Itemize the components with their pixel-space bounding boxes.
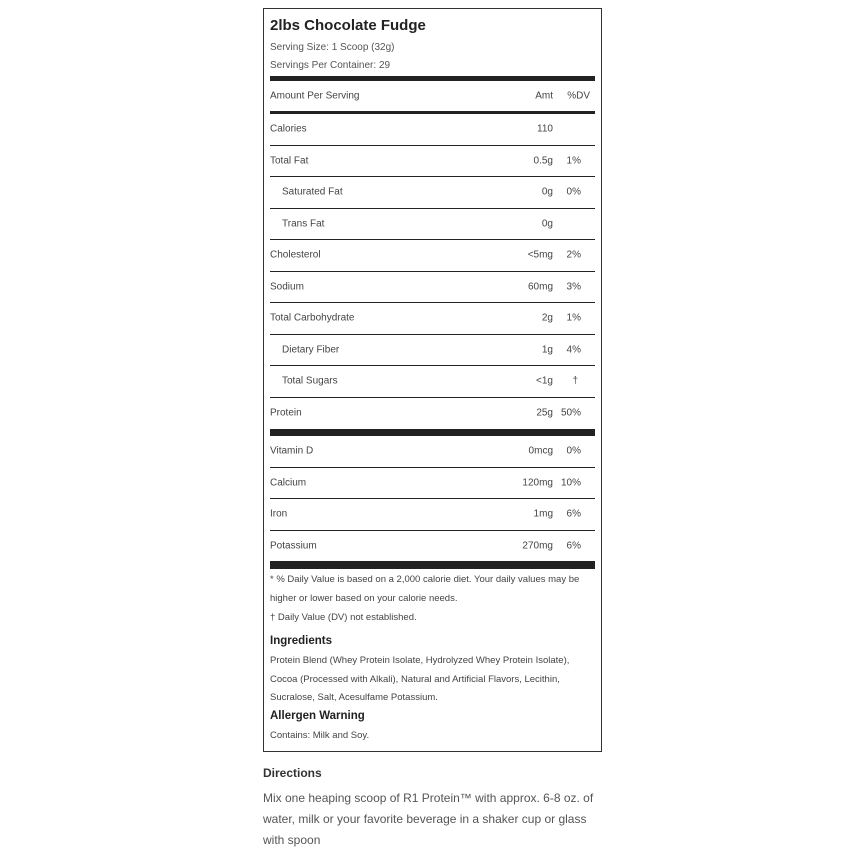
nutrient-dv: † [572,375,578,387]
nutrient-amount: <5mg [527,249,553,261]
nutrient-dv: 1% [566,155,581,167]
nutrient-amount: 2g [541,312,553,324]
nutrient-amount: 60mg [527,281,553,293]
nutrient-amount: 0g [541,218,553,230]
amt-header: Amt [535,90,553,102]
allergen-heading: Allergen Warning [270,710,365,722]
nutrition-facts-panel [263,8,602,752]
daily-value-footnote: * % Daily Value is based on a 2,000 calorie diet. Your daily values may be higher or lower based on your calorie needs. [270,574,580,604]
thick-divider [270,561,595,569]
nutrient-row [270,177,595,209]
nutrient-row [270,366,595,398]
dv-not-established-footnote: † Daily Value (DV) not established. [270,612,417,623]
nutrient-row [270,398,595,430]
nutrient-name: Total Fat [270,155,309,167]
servings-per-container: Servings Per Container: 29 [270,60,391,71]
nutrient-name: Total Sugars [282,375,338,387]
vitamin-amount: 1mg [533,508,553,520]
vitamin-name: Calcium [270,477,307,489]
nutrient-name: Sodium [270,281,304,293]
nutrient-amount: 0g [541,186,553,198]
vitamin-name: Potassium [270,540,317,552]
nutrient-name: Cholesterol [270,249,321,261]
thick-divider [270,429,595,436]
nutrient-row [270,335,595,367]
amount-per-serving-label: Amount Per Serving [270,90,360,102]
vitamin-amount: 0mcg [528,445,553,457]
nutrient-amount: <1g [536,375,553,387]
nutrient-name: Protein [270,407,302,419]
vitamin-dv: 6% [566,508,581,520]
vitamin-amount: 270mg [522,540,553,552]
nutrition-header-row [270,81,595,114]
nutrient-name: Trans Fat [282,218,325,230]
nutrient-row [270,303,595,335]
vitamin-name: Vitamin D [270,445,314,457]
nutrient-row [270,209,595,241]
allergen-text: Contains: Milk and Soy. [270,730,370,741]
vitamin-dv: 6% [566,540,581,552]
nutrient-amount: 0.5g [533,155,553,167]
nutrient-dv: 3% [566,281,581,293]
nutrient-amount: 25g [536,407,553,419]
directions-text: Mix one heaping scoop of R1 Protein™ with approx. 6-8 oz. of water, milk or your favorite beverage in a shaker cup or glass with spoon [263,791,594,847]
vitamin-dv: 10% [560,477,581,489]
nutrient-row [270,240,595,272]
nutrient-row [270,146,595,178]
vitamin-amount: 120mg [522,477,553,489]
nutrient-name: Saturated Fat [282,186,343,198]
nutrient-dv: 4% [566,344,581,356]
vitamin-row [270,436,595,468]
nutrient-row [270,272,595,304]
nutrient-name: Dietary Fiber [282,344,340,356]
directions-heading: Directions [263,766,322,780]
ingredients-heading: Ingredients [270,635,332,647]
vitamin-row [270,468,595,500]
dv-header: %DV [567,90,590,102]
nutrient-row [270,114,595,146]
nutrient-amount: 110 [537,123,553,135]
nutrient-dv: 50% [560,407,581,419]
nutrient-amount: 1g [541,344,553,356]
ingredients-text: Protein Blend (Whey Protein Isolate, Hydrolyzed Whey Protein Isolate), Cocoa (Processed with Alkali), Natural and Artificial Flavors, Lecithin, Sucralose, Salt, Acesulfame Potassium. [270,655,570,703]
nutrient-dv: 0% [566,186,581,198]
nutrient-dv: 2% [566,249,581,261]
vitamin-row [270,531,595,563]
serving-size: Serving Size: 1 Scoop (32g) [270,42,395,53]
vitamin-row [270,499,595,531]
nutrient-name: Calories [270,123,307,135]
nutrient-dv: 1% [566,312,581,324]
vitamin-dv: 0% [566,445,581,457]
product-title: 2lbs Chocolate Fudge [270,17,426,34]
vitamin-name: Iron [270,508,288,520]
nutrient-name: Total Carbohydrate [270,312,355,324]
